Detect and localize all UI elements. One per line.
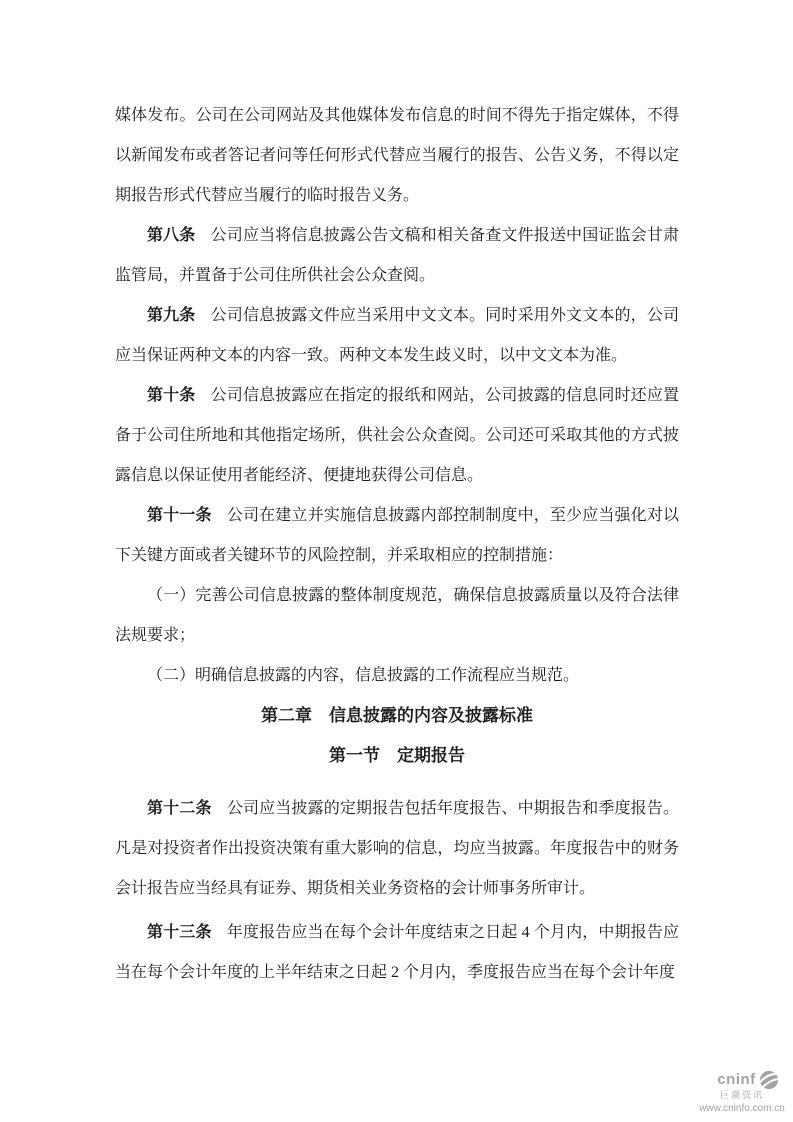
article-8-text: 公司应当将信息披露公告文稿和相关备查文件报送中国证监会甘肃监管局，并置备于公司住所供社会公众查阅。 bbox=[115, 227, 679, 284]
article-9 bbox=[115, 296, 679, 376]
article-11-number: 第十一条 bbox=[147, 507, 212, 524]
article-9-number: 第九条 bbox=[147, 307, 196, 324]
article-13-number: 第十三条 bbox=[147, 924, 212, 941]
article-8 bbox=[115, 216, 679, 296]
chapter-heading: 第二章 信息披露的内容及披露标准 bbox=[261, 706, 533, 725]
section-heading: 第一节 定期报告 bbox=[329, 746, 465, 765]
document-body bbox=[115, 96, 679, 993]
article-12-number: 第十二条 bbox=[147, 800, 212, 817]
cninfo-logo-text: cninf bbox=[717, 1070, 756, 1088]
cninfo-url: www.cninfo.com.cn bbox=[699, 1103, 785, 1114]
article-8-number: 第八条 bbox=[147, 227, 196, 244]
cninfo-logo-row bbox=[694, 1070, 790, 1090]
article-12 bbox=[115, 789, 679, 909]
list-item-2: （二）明确信息披露的内容，信息披露的工作流程应当规范。 bbox=[147, 667, 580, 684]
cninfo-chinese-label: 巨潮资讯 bbox=[719, 1090, 764, 1101]
article-10-number: 第十条 bbox=[147, 387, 196, 404]
article-11 bbox=[115, 496, 679, 576]
cninfo-swirl-icon bbox=[757, 1070, 781, 1090]
article-13 bbox=[115, 913, 679, 993]
list-item-1: （一）完善公司信息披露的整体制度规范，确保信息披露质量以及符合法律法规要求； bbox=[115, 587, 679, 644]
paragraph-continuation: 媒体发布。公司在公司网站及其他媒体发布信息的时间不得先于指定媒体，不得以新闻发布或者答记者问等任何形式代替应当履行的报告、公告义务，不得以定期报告形式代替应当履行的临时报告义务。 bbox=[115, 107, 679, 204]
article-13-text: 年度报告应当在每个会计年度结束之日起 4 个月内，中期报告应当在每个会计年度的上半年结束之日起 2 个月内，季度报告应当在每个会计年度 bbox=[115, 924, 679, 981]
article-9-text: 公司信息披露文件应当采用中文文本。同时采用外文文本的，公司应当保证两种文本的内容一致。两种文本发生歧义时，以中文文本为准。 bbox=[115, 307, 679, 364]
cninfo-watermark bbox=[694, 1070, 790, 1114]
article-11-text: 公司在建立并实施信息披露内部控制制度中，至少应当强化对以下关键方面或者关键环节的风险控制，并采取相应的控制措施： bbox=[115, 507, 679, 564]
article-10-text: 公司信息披露应在指定的报纸和网站，公司披露的信息同时还应置备于公司住所地和其他指定场所，供社会公众查阅。公司还可采取其他的方式披露信息以保证使用者能经济、便捷地获得公司信息。 bbox=[115, 387, 679, 484]
article-12-text: 公司应当披露的定期报告包括年度报告、中期报告和季度报告。凡是对投资者作出投资决策有重大影响的信息，均应当披露。年度报告中的财务会计报告应当经具有证券、期货相关业务资格的会计师事务所审计。 bbox=[115, 800, 679, 897]
article-10 bbox=[115, 376, 679, 496]
